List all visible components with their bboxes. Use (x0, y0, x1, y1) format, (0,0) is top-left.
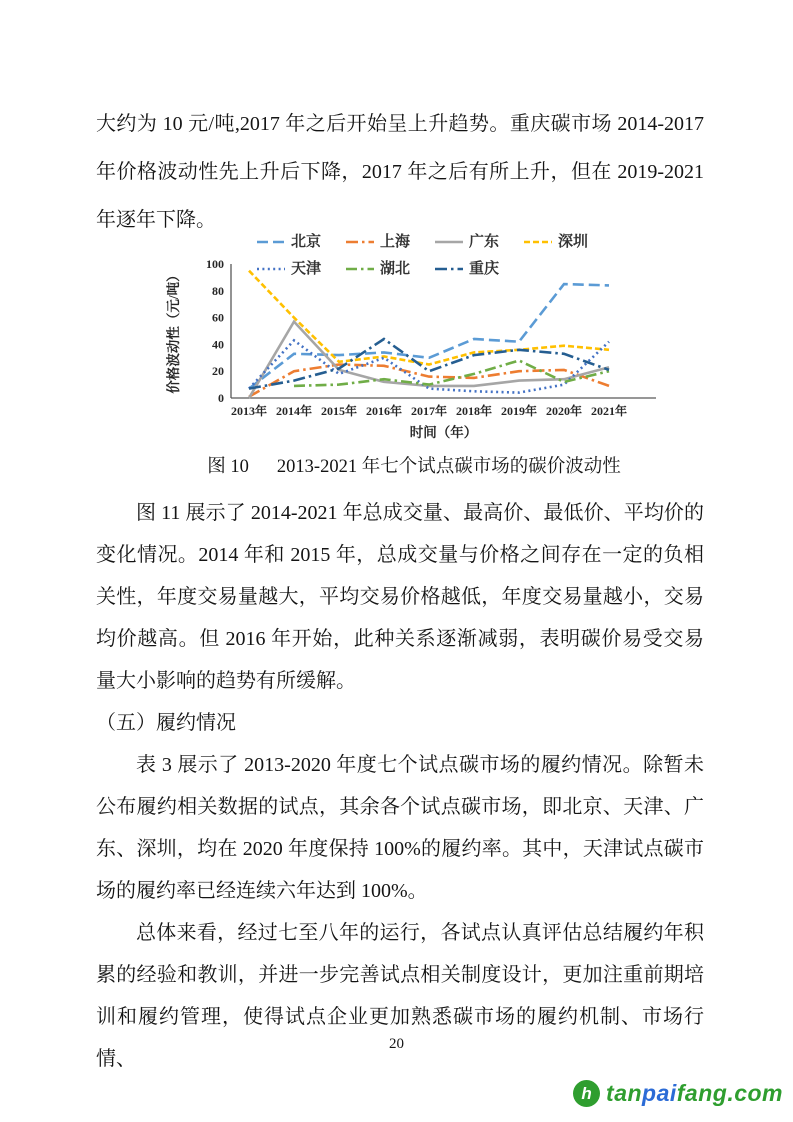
legend-line-sample (434, 265, 464, 273)
legend-item-6 (434, 257, 499, 281)
chart-legend (256, 230, 656, 281)
legend-item-2 (434, 230, 499, 254)
legend-label: 天津 (291, 261, 322, 277)
legend-line-sample (434, 238, 464, 246)
logo-text-pai: pai (642, 1080, 677, 1106)
y-tick-label: 80 (212, 283, 224, 298)
paragraph-price-trend: 大约为 10 元/吨,2017 年之后开始呈上升趋势。重庆碳市场 2014-2017 年价格波动性先上升后下降，2017 年之后有所上升，但在 2019-2021 年逐年下降。 (96, 113, 704, 231)
legend-item-5 (345, 257, 410, 281)
x-tick-label: 2013年 (230, 404, 268, 418)
figure-caption (164, 452, 664, 478)
page-number: 20 (389, 1036, 404, 1052)
tanpaifang-logo[interactable] (573, 1080, 783, 1107)
tanpaifang-logo-icon (573, 1080, 600, 1107)
legend-label: 湖北 (380, 261, 411, 277)
figure-caption-label: 图 10 (207, 457, 249, 477)
y-tick-label: 0 (218, 391, 224, 405)
x-tick-label: 2017年 (410, 404, 448, 418)
legend-item-4 (256, 257, 321, 281)
legend-item-1 (345, 230, 410, 254)
legend-item-3 (523, 230, 588, 254)
y-tick-label: 20 (212, 364, 224, 379)
logo-text-fang: fang.com (676, 1080, 783, 1106)
section-heading-compliance: （五）履约情况 (96, 712, 236, 734)
y-tick-label: 60 (212, 310, 224, 325)
x-tick-label: 2019年 (500, 404, 538, 418)
legend-line-sample (256, 265, 286, 273)
y-axis-title: 价格波动性（元/吨） (166, 268, 181, 394)
paragraph-compliance: 表 3 展示了 2013-2020 年度七个试点碳市场的履约情况。除暂未公布履约相关数据的试点，其余各个试点碳市场，即北京、天津、广东、深圳，均在 2020 年度保持 100%的履约率。其中，天津试点碳市场的履约率已经连续六年达到 100%。 (96, 754, 704, 902)
figure-caption-text: 2013-2021 年七个试点碳市场的碳价波动性 (276, 457, 621, 477)
logo-icon-letter: h (581, 1083, 592, 1103)
x-tick-label: 2015年 (320, 404, 358, 418)
y-tick-label: 40 (212, 337, 224, 352)
legend-item-0 (256, 230, 321, 254)
series-line-0 (249, 284, 609, 389)
legend-label: 北京 (291, 234, 322, 250)
legend-line-sample (345, 238, 375, 246)
paragraph-figure11: 图 11 展示了 2014-2021 年总成交量、最高价、最低价、平均价的变化情况。2014 年和 2015 年，总成交量与价格之间存在一定的负相关性，年度交易量越大，平均交易价格越低，年度交易量越小，交易均价越高。但 2016 年开始，此种关系逐渐减弱，表明碳价易受交易量大小影响的趋势有所缓解。 (96, 502, 704, 692)
figure-10 (164, 234, 664, 478)
x-tick-label: 2014年 (275, 404, 313, 418)
legend-line-sample (345, 265, 375, 273)
series-line-3 (249, 271, 609, 365)
tanpaifang-logo-text (606, 1080, 783, 1107)
legend-line-sample (256, 238, 286, 246)
legend-label: 重庆 (469, 261, 500, 277)
legend-line-sample (523, 238, 553, 246)
paragraph-summary: 总体来看，经过七至八年的运行，各试点认真评估总结履约年积累的经验和教训，并进一步完善试点相关制度设计，更加注重前期培训和履约管理，使得试点企业更加熟悉碳市场的履约机制、市场行情、 (96, 922, 704, 1070)
legend-label: 深圳 (558, 234, 589, 250)
logo-text-tan: tan (606, 1080, 643, 1106)
x-tick-label: 2021年 (590, 404, 628, 418)
x-tick-label: 2018年 (455, 404, 493, 418)
x-tick-label: 2020年 (545, 404, 583, 418)
legend-label: 上海 (380, 234, 411, 250)
y-tick-label: 100 (206, 257, 224, 271)
legend-label: 广东 (469, 234, 500, 250)
x-tick-label: 2016年 (365, 404, 403, 418)
x-axis-title: 时间（年） (409, 425, 478, 440)
